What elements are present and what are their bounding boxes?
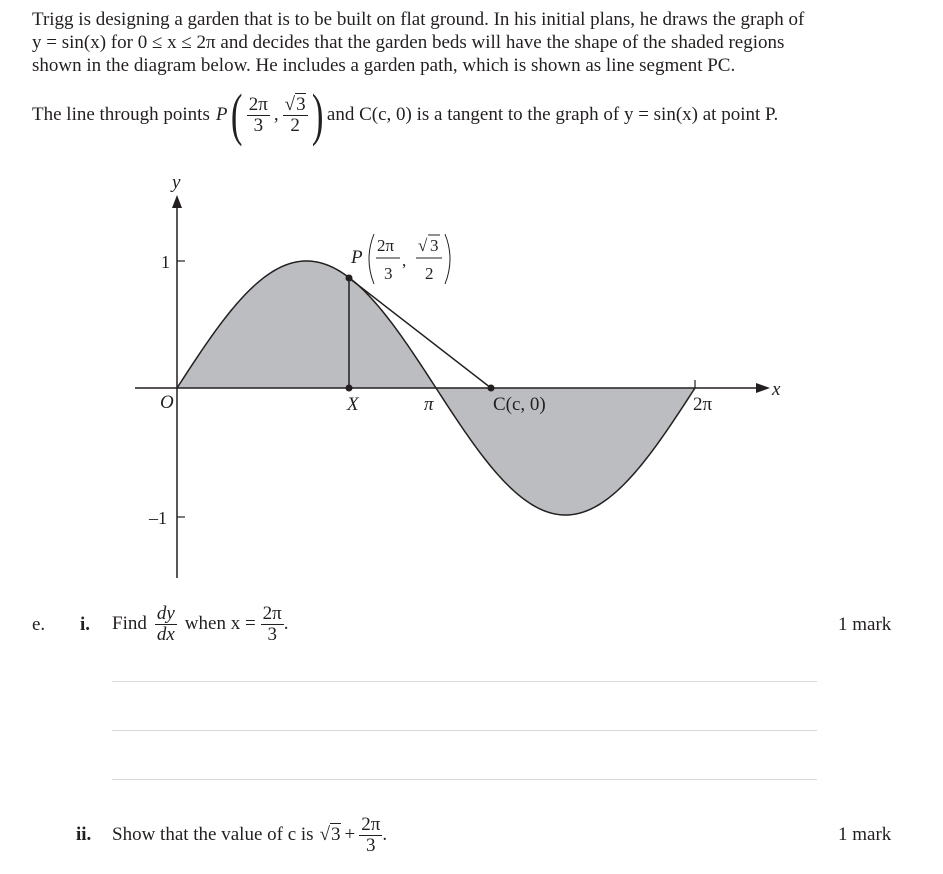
dy-text: dy xyxy=(156,602,175,624)
answer-line-1[interactable] xyxy=(112,681,817,682)
x-value-den: 3 xyxy=(267,623,277,645)
close-paren: ) xyxy=(311,82,324,147)
comma: , xyxy=(273,104,279,125)
p-x-numerator: 2π xyxy=(248,93,268,115)
intro-line-1: Trigg is designing a garden that is to be built on flat ground. In his initial plans, he draws the graph of xyxy=(32,9,805,30)
p-coord-close-paren xyxy=(445,234,450,284)
pi-label: π xyxy=(424,394,434,415)
answer-line-3[interactable] xyxy=(112,779,817,780)
x-axis-label: x xyxy=(772,379,781,400)
sqrt3-radicand: 3 xyxy=(331,824,341,845)
question-i xyxy=(112,598,289,650)
p-coord-open-paren xyxy=(369,234,374,284)
p-coord-x-den: 3 xyxy=(384,264,393,283)
x-value-num: 2π xyxy=(262,602,282,624)
point-p xyxy=(346,275,353,282)
sqrt3-expression: √3 xyxy=(319,824,341,845)
mark-i: 1 mark xyxy=(838,614,892,635)
period-ii: . xyxy=(382,824,388,845)
tick-neg1-label: –1 xyxy=(149,508,167,528)
point-x xyxy=(346,385,353,392)
mark-ii: 1 mark xyxy=(838,824,892,845)
origin-label: O xyxy=(160,392,174,413)
c-fraction-den: 3 xyxy=(366,834,376,856)
show-text: Show that the value of c is xyxy=(112,824,314,845)
c-fraction-num: 2π xyxy=(361,813,381,835)
period-i: . xyxy=(283,613,289,634)
p-coord-x-num: 2π xyxy=(377,236,395,255)
intro-line-3: shown in the diagram below. He includes a garden path, which is shown as line segment PC. xyxy=(32,55,736,76)
answer-line-2[interactable] xyxy=(112,730,817,731)
point-p-label: P xyxy=(215,104,228,125)
open-paren: ( xyxy=(231,82,243,147)
plus-sign: + xyxy=(344,824,356,845)
p-y-denominator: 2 xyxy=(290,114,300,136)
x-point-label: X xyxy=(347,394,359,415)
c-fraction xyxy=(359,815,382,856)
2pi-label: 2π xyxy=(693,394,713,415)
p-x-denominator: 3 xyxy=(253,114,264,136)
point-c xyxy=(488,385,495,392)
tangent-prefix: The line through points xyxy=(32,104,210,125)
p-y-radicand: 3 xyxy=(296,93,306,115)
tick-1-label: 1 xyxy=(161,252,170,272)
find-text: Find xyxy=(112,613,147,634)
sub-i-label: i. xyxy=(80,614,91,635)
question-ii xyxy=(112,808,387,862)
y-axis-arrow xyxy=(172,195,182,208)
when-x-text: when x = xyxy=(184,613,256,634)
p-coord-comma: , xyxy=(402,251,407,270)
part-e-label: e. xyxy=(32,614,46,635)
x-value-fraction xyxy=(261,604,284,645)
x-axis-arrow xyxy=(756,383,770,393)
p-coord-sqrt-sign: √ xyxy=(418,236,428,255)
p-y-numerator: √3 xyxy=(284,93,306,115)
c-point-label: C(c, 0) xyxy=(493,394,546,415)
tangent-suffix: and C(c, 0) is a tangent to the graph of y = sin(x) at point P. xyxy=(326,104,779,125)
dx-text: dx xyxy=(156,623,175,645)
sub-ii-label: ii. xyxy=(76,824,92,845)
p-point-label: P xyxy=(351,247,363,268)
p-coord-y-num: 3 xyxy=(430,236,439,255)
dy-dx-fraction xyxy=(155,604,177,645)
p-coord-y-den: 2 xyxy=(425,264,434,283)
intro-line-2: y = sin(x) for 0 ≤ x ≤ 2π and decides that the garden beds will have the shape of the shaded regions xyxy=(32,32,785,53)
y-axis-label: y xyxy=(172,172,181,193)
